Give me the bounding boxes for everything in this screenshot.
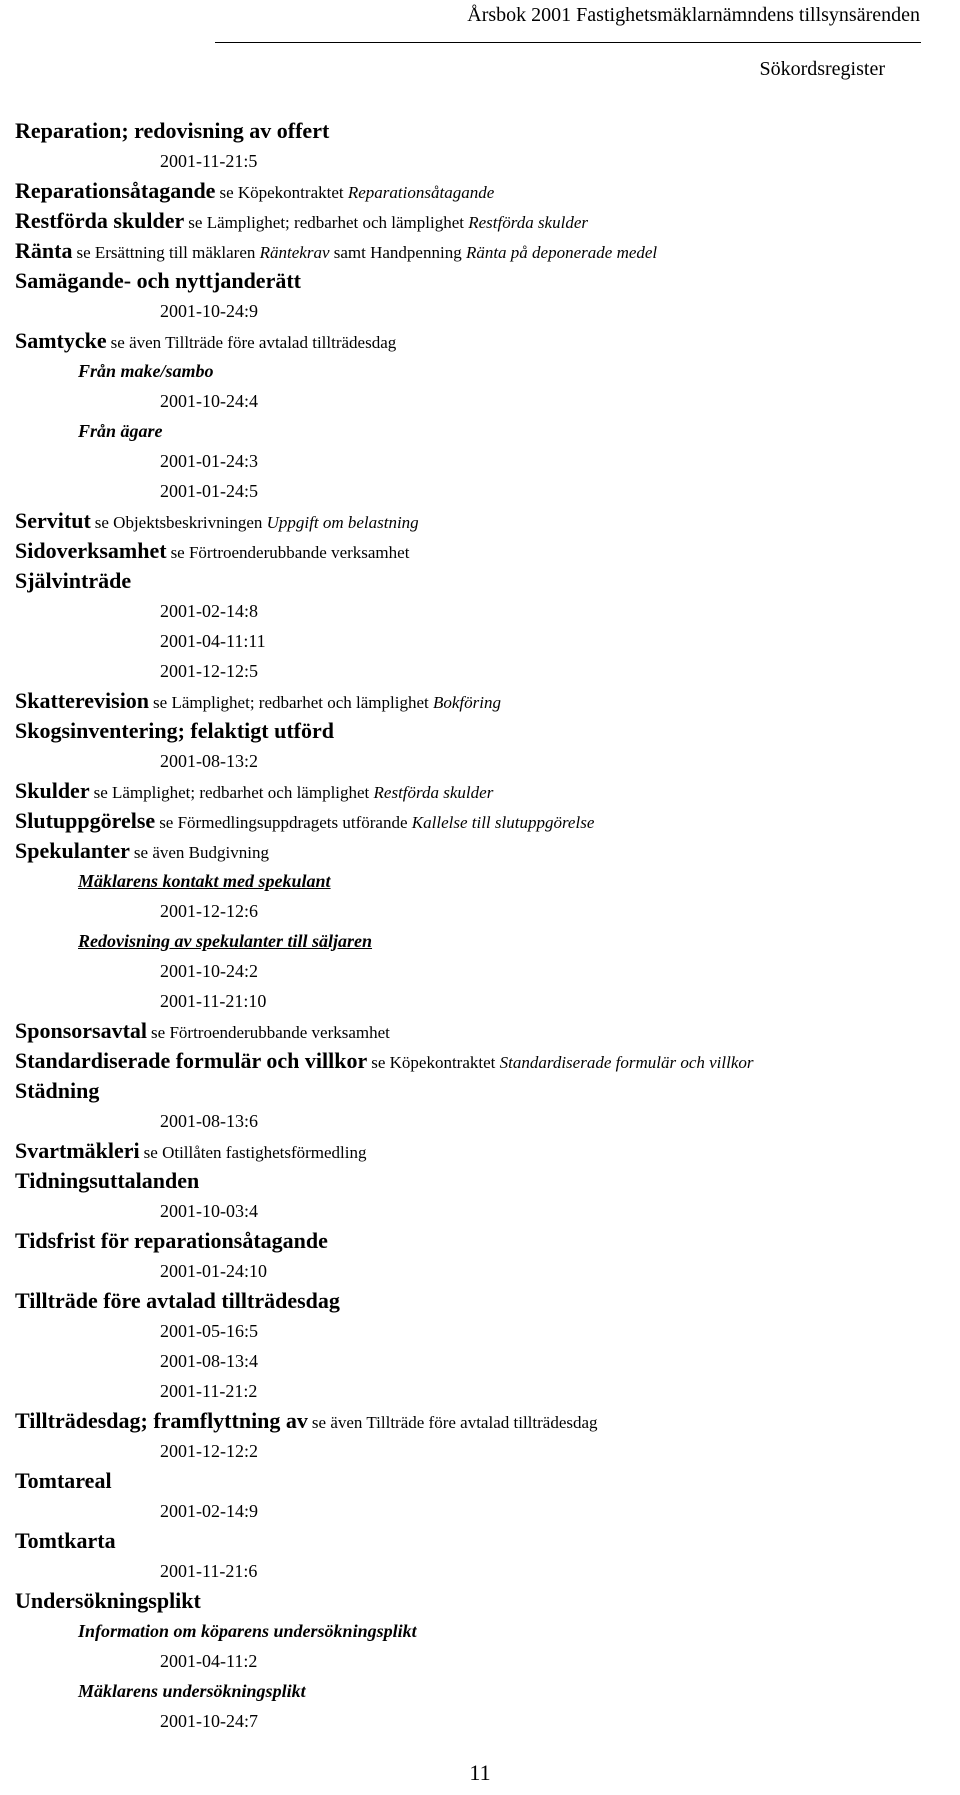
see-reference: se Köpekontraktet (371, 1053, 500, 1072)
case-date: 2001-10-24:2 (160, 961, 258, 981)
index-entry (15, 1286, 955, 1316)
see-reference: se även Budgivning (133, 843, 269, 862)
see-reference-target: Reparationsåtagande (347, 183, 495, 202)
index-entry (15, 716, 955, 746)
page-number: 11 (469, 1760, 491, 1785)
entry-term: Skulder (15, 778, 90, 803)
case-date: 2001-12-12:2 (160, 1441, 258, 1461)
index-entry (15, 236, 955, 266)
index-entry (15, 686, 955, 716)
index-entry (15, 776, 955, 806)
header-rule (215, 42, 921, 43)
see-reference: se Köpekontraktet (219, 183, 348, 202)
case-date: 2001-10-24:7 (160, 1711, 258, 1731)
case-date: 2001-12-12:5 (160, 661, 258, 681)
see-reference-target: Ränta på deponerade medel (465, 243, 658, 262)
entry-term: Sidoverksamhet (15, 538, 167, 563)
see-reference: se Förmedlingsuppdragets utförande (159, 813, 412, 832)
subentry-label: Från ägare (78, 421, 163, 441)
see-reference: se Förtroenderubbande verksamhet (151, 1023, 390, 1042)
entry-term: Ränta (15, 238, 73, 263)
case-date: 2001-08-13:6 (160, 1111, 258, 1131)
index-entry (15, 1586, 955, 1616)
index-entry (15, 836, 955, 866)
see-reference: se Förtroenderubbande verksamhet (170, 543, 410, 562)
section-title: Sökordsregister (759, 58, 885, 80)
entry-term: Servitut (15, 508, 91, 533)
index-entry (15, 1136, 955, 1166)
index-entry (15, 326, 955, 356)
entry-term: Skogsinventering; felaktigt utförd (15, 718, 334, 743)
case-date: 2001-11-21:10 (160, 991, 267, 1011)
case-date: 2001-01-24:5 (160, 481, 258, 501)
case-date: 2001-04-11:11 (160, 631, 266, 651)
entry-term: Reparationsåtagande (15, 178, 216, 203)
entry-term: Slutuppgörelse (15, 808, 156, 833)
index-entry (15, 1046, 955, 1076)
case-date: 2001-10-24:9 (160, 301, 258, 321)
case-date: 2001-11-21:5 (160, 151, 258, 171)
index-entry (15, 1526, 955, 1556)
entry-term: Svartmäkleri (15, 1138, 140, 1163)
see-reference-target: Uppgift om belastning (266, 513, 419, 532)
see-reference: se även Tillträde före avtalad tillträdesdag (110, 333, 397, 352)
index-entry (15, 1076, 955, 1106)
case-date: 2001-11-21:6 (160, 1561, 258, 1581)
index-entry (15, 506, 955, 536)
entry-term: Undersökningsplikt (15, 1588, 201, 1613)
see-reference-target: Räntekrav (259, 243, 330, 262)
subentry-label: Information om köparens undersökningsplikt (78, 1621, 417, 1641)
subentry-label: Från make/sambo (78, 361, 214, 381)
see-reference: se även Tillträde före avtalad tillträdesdag (311, 1413, 598, 1432)
see-reference-target: Restförda skulder (373, 783, 494, 802)
see-reference: samt Handpenning (329, 243, 466, 262)
case-date: 2001-01-24:3 (160, 451, 258, 471)
entry-term: Tillträde före avtalad tillträdesdag (15, 1288, 340, 1313)
index-entry (15, 1466, 955, 1496)
entry-term: Samägande- och nyttjanderätt (15, 268, 301, 293)
index-entry (15, 1166, 955, 1196)
index-entry (15, 1226, 955, 1256)
index-entry (15, 1406, 955, 1436)
see-reference-target: Standardiserade formulär och villkor (499, 1053, 754, 1072)
case-date: 2001-10-03:4 (160, 1201, 258, 1221)
see-reference-target: Kallelse till slutuppgörelse (411, 813, 595, 832)
entry-term: Restförda skulder (15, 208, 185, 233)
index-entry (15, 1016, 955, 1046)
subentry-label: Redovisning av spekulanter till säljaren (78, 931, 373, 951)
case-date: 2001-11-21:2 (160, 1381, 258, 1401)
case-date: 2001-01-24:10 (160, 1261, 267, 1281)
entry-term: Tomtareal (15, 1468, 112, 1493)
case-date: 2001-10-24:4 (160, 391, 258, 411)
see-reference-target: Bokföring (432, 693, 501, 712)
case-date: 2001-04-11:2 (160, 1651, 258, 1671)
entry-term: Tidsfrist för reparationsåtagande (15, 1228, 328, 1253)
index-entry (15, 266, 955, 296)
entry-term: Skatterevision (15, 688, 150, 713)
see-reference: se Ersättning till mäklaren (76, 243, 260, 262)
subentry-label: Mäklarens undersökningsplikt (78, 1681, 306, 1701)
see-reference: se Lämplighet; redbarhet och lämplighet (153, 693, 433, 712)
entry-term: Sponsorsavtal (15, 1018, 148, 1043)
index-entry (15, 206, 955, 236)
index-entry (15, 806, 955, 836)
case-date: 2001-12-12:6 (160, 901, 258, 921)
see-reference: se Otillåten fastighetsförmedling (143, 1143, 367, 1162)
case-date: 2001-08-13:4 (160, 1351, 258, 1371)
entry-term: Tomtkarta (15, 1528, 116, 1553)
entry-term: Tillträdesdag; framflyttning av (15, 1408, 308, 1433)
index-entry (15, 116, 955, 146)
index-list (15, 116, 955, 1736)
index-entry (15, 176, 955, 206)
see-reference-target: Restförda skulder (468, 213, 588, 232)
entry-term: Samtycke (15, 328, 107, 353)
case-date: 2001-02-14:8 (160, 601, 258, 621)
entry-term: Standardiserade formulär och villkor (15, 1048, 368, 1073)
subentry-label: Mäklarens kontakt med spekulant (78, 871, 331, 891)
case-date: 2001-02-14:9 (160, 1501, 258, 1521)
see-reference: se Objektsbeskrivningen (94, 513, 267, 532)
entry-term: Spekulanter (15, 838, 130, 863)
entry-term: Reparation; redovisning av offert (15, 118, 330, 143)
running-header: Årsbok 2001 Fastighetsmäklarnämndens tillsynsärenden (467, 4, 920, 26)
entry-term: Städning (15, 1078, 100, 1103)
see-reference: se Lämplighet; redbarhet och lämplighet (93, 783, 374, 802)
entry-term: Tidningsuttalanden (15, 1168, 200, 1193)
index-entry (15, 536, 955, 566)
see-reference: se Lämplighet; redbarhet och lämplighet (188, 213, 469, 232)
entry-term: Självinträde (15, 568, 132, 593)
index-entry (15, 566, 955, 596)
case-date: 2001-05-16:5 (160, 1321, 258, 1341)
case-date: 2001-08-13:2 (160, 751, 258, 771)
